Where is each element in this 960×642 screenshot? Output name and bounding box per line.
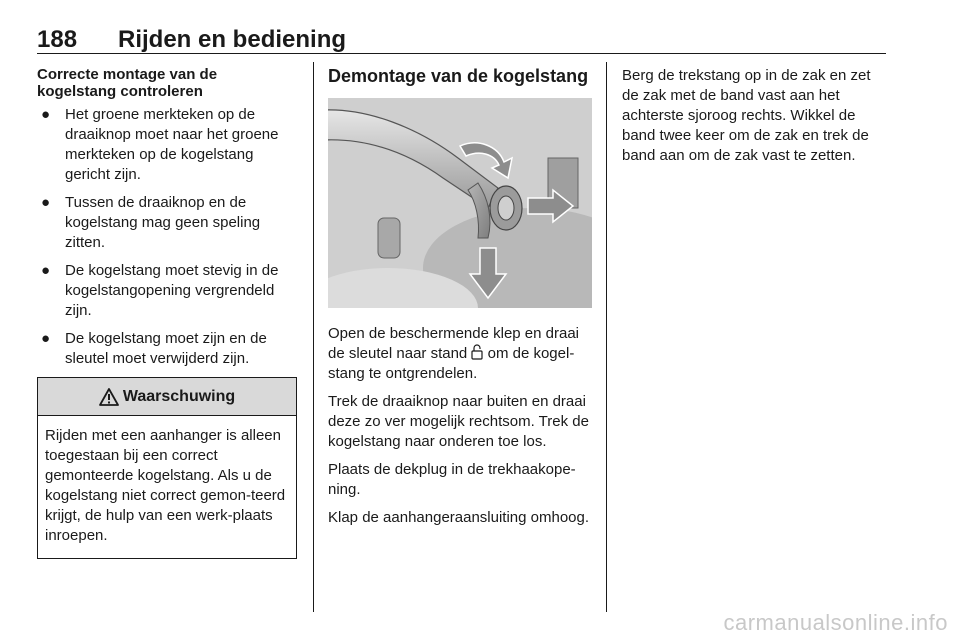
column-right — [622, 66, 890, 174]
warning-text: Rijden met een aanhanger is alleen toegestaan bij een correct gemonteerde kogelstang. Als u de kogelstang niet correct gemon-teerd krijgt, de hulp van een werk-plaats inroepen. — [45, 427, 286, 544]
paragraph-unlock: Open de beschermende klep en draai de sleutel naar stand om de kogel-stang te ontgrendelen. — [328, 325, 580, 382]
warning-box — [37, 377, 297, 559]
check-list — [37, 105, 299, 369]
warning-triangle-icon — [99, 388, 119, 406]
bullet-icon: ● — [41, 330, 51, 347]
warning-title: Waarschuwing — [122, 387, 236, 405]
paragraph-pull-knob: Trek de draaiknop naar buiten en draai deze zo ver mogelijk rechtsom. Trek de kogelstang naar onderen toe los. — [328, 393, 589, 450]
paragraph-storage: Berg de trekstang op in de zak en zet de zak met de band vast aan het achterste sjoroog rechts. Wikkel de band twee keer om de zak en trek de band aan om de zak vast te zetten. — [622, 67, 871, 164]
bullet-icon: ● — [41, 106, 51, 123]
chapter-title: Rijden en bediening — [118, 26, 347, 53]
paragraph-fold-socket: Klap de aanhangeraansluiting omhoog. — [328, 509, 590, 526]
column-left — [37, 66, 299, 559]
page-number: 188 — [37, 26, 78, 53]
section-heading: Demontage van de kogelstang — [328, 66, 589, 86]
unlocked-padlock-icon — [471, 344, 483, 360]
warning-header — [38, 378, 296, 416]
list-item: ● De kogelstang moet stevig in de kogelstangopening vergrendeld zijn. — [41, 262, 279, 319]
header-rule — [37, 53, 886, 54]
column-middle — [328, 66, 592, 536]
list-item: ● Tussen de draaiknop en de kogelstang mag geen speling zitten. — [41, 194, 261, 251]
list-item: ● Het groene merkteken op de draaiknop moet naar het groene merkteken op de kogelstang gericht zijn. — [41, 106, 279, 183]
towbar-removal-illustration — [328, 98, 592, 308]
column-divider-left — [313, 62, 314, 612]
paragraph-cover-plug: Plaats de dekplug in de trekhaakope-ning. — [328, 461, 576, 498]
bullet-icon: ● — [41, 194, 51, 211]
bullet-icon: ● — [41, 262, 51, 279]
watermark: carmanualsonline.info — [723, 610, 948, 635]
list-item: ● De kogelstang moet zijn en de sleutel moet verwijderd zijn. — [41, 330, 267, 367]
column-divider-right — [606, 62, 607, 612]
page-header — [37, 26, 886, 52]
section-subheading: Correcte montage van de kogelstang controleren — [37, 66, 218, 100]
